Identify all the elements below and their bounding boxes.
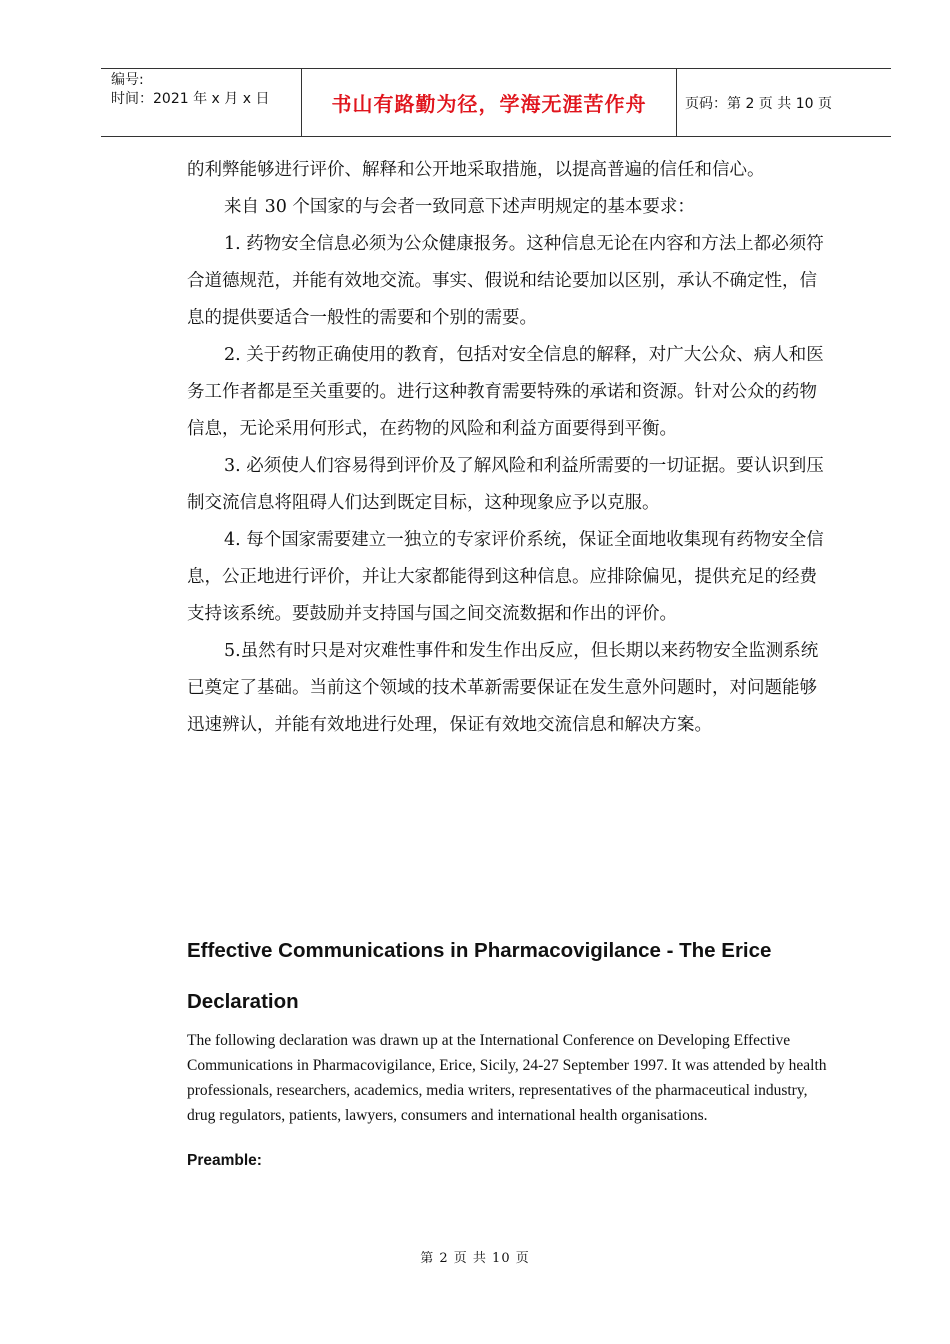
paragraph-item-5: 5.虽然有时只是对灾难性事件和发生作出反应，但长期以来药物安全监测系统已奠定了基础。当前这个领域的技术革新需要保证在发生意外问题时，对问题能够迅速辨认，并能有效地进行处理，保证有效地交流信息和解决方案。	[187, 641, 819, 735]
english-intro: The following declaration was drawn up at the International Conference on Developing Effective Communications in Pharmacovigilance, Erice, Sicily, 24-27 September 1997. It was attended by health professionals, researchers, academics, media writers, representatives of the pharmaceutical industry, drug regulators, patients, lawyers, consumers and international health organisations.	[187, 1032, 827, 1124]
paragraph-intro: 来自 30 个国家的与会者一致同意下述声明规定的基本要求：	[224, 197, 695, 217]
header-page-label: 页码：第 2 页 共 10 页	[685, 95, 832, 112]
number-label: 编号:	[111, 72, 144, 88]
paragraph-continuation: 的利弊能够进行评价、解释和公开地采取措施，以提高普遍的信任和信心。	[187, 160, 765, 180]
header-motto: 书山有路勤为径，学海无涯苦作舟	[302, 69, 677, 136]
chinese-body	[187, 152, 827, 744]
paragraph-item-3: 3. 必须使人们容易得到评价及了解风险和利益所需要的一切证据。要认识到压制交流信息将阻碍人们达到既定目标，这种现象应予以克服。	[187, 456, 824, 513]
paragraph-item-2: 2. 关于药物正确使用的教育，包括对安全信息的解释，对广大公众、病人和医务工作者都是至关重要的。进行这种教育需要特殊的承诺和资源。针对公众的药物信息，无论采用何形式，在药物的风险和利益方面要得到平衡。	[187, 345, 824, 439]
preamble-heading: Preamble:	[187, 1152, 262, 1169]
paragraph-item-1: 1. 药物安全信息必须为公众健康报务。这种信息无论在内容和方法上都必须符合道德规范，并能有效地交流。事实、假说和结论要加以区别，承认不确定性，信息的提供要适合一般性的需要和个别的需要。	[187, 234, 824, 328]
paragraph-item-4: 4. 每个国家需要建立一独立的专家评价系统，保证全面地收集现有药物安全信息，公正地进行评价，并让大家都能得到这种信息。应排除偏见，提供充足的经费支持该系统。要鼓励并支持国与国之间交流数据和作出的评价。	[187, 530, 824, 624]
page-footer: 第 2 页 共 10 页	[420, 1251, 530, 1266]
time-label: 时间：2021 年 x 月 x 日	[111, 91, 270, 107]
english-title: Effective Communications in Pharmacovigilance - The Erice Declaration	[187, 939, 772, 1013]
header-meta	[101, 69, 302, 136]
page-header	[101, 68, 891, 137]
